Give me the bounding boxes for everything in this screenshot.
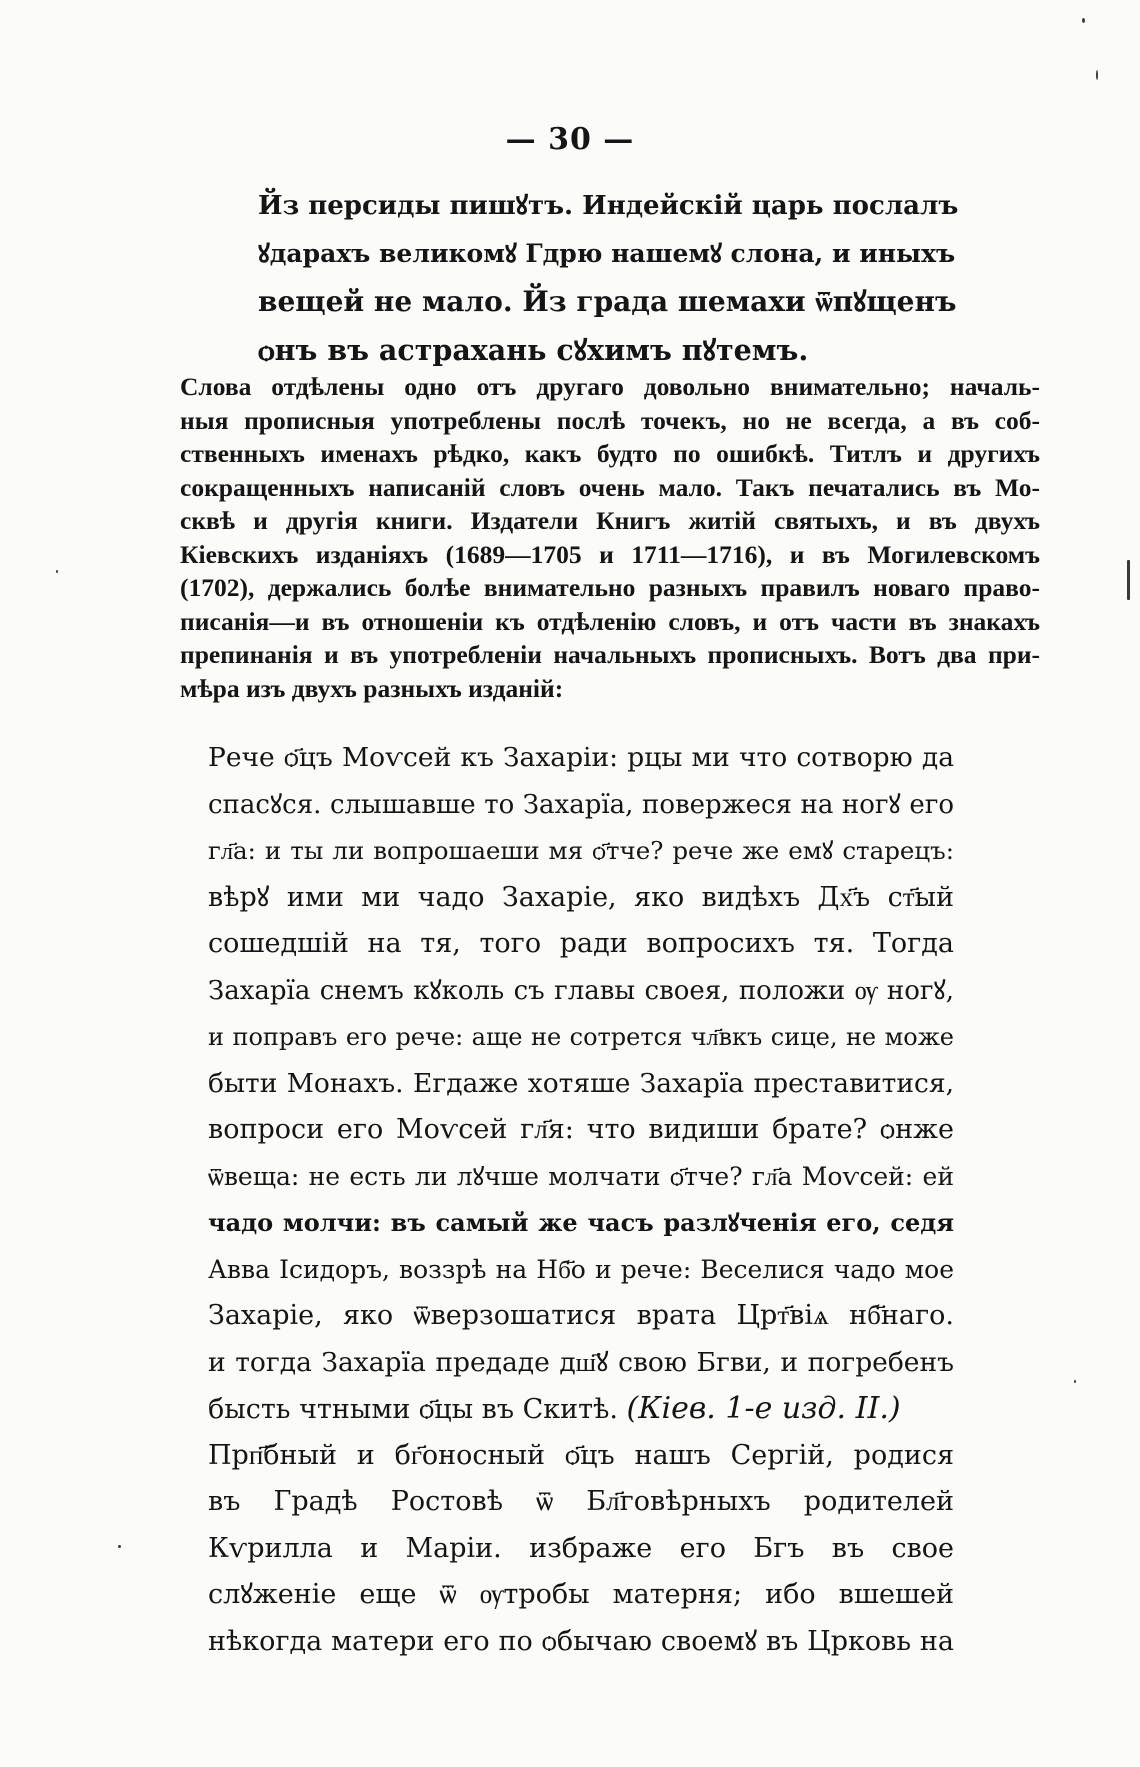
- quote-kiev-line: сошедшій на тя, того ради вопросихъ тя. Тогда: [208, 928, 954, 959]
- quote-kiev-line: и поправъ его рече: аще не сотрется чл҃вкъ сице, не може: [208, 1023, 954, 1051]
- scan-speck: [118, 1545, 121, 1548]
- page-number: — 30 —: [505, 122, 635, 157]
- prose-line: препинанія и въ употребленіи начальныхъ прописныхъ. Вотъ два при-: [180, 640, 1040, 669]
- quote-kiev: [208, 735, 954, 1665]
- prose-line: ныя прописныя употреблены послѣ точекъ, но не всегда, а въ соб-: [180, 405, 1040, 435]
- quote-kiev-line: спасꙋся. слышавше то Захарїа, повержеся на ногꙋ его: [208, 789, 954, 820]
- quote-kiev-line: бысть чтными ѻ҃цы въ Скитѣ.: [208, 1394, 618, 1425]
- prose-line: ственныхъ именахъ рѣдко, какъ будто по ошибкѣ. Титлъ и другихъ: [180, 439, 1040, 468]
- quote-persia-line: ꙋдарахъ великомꙋ Гдрю нашемꙋ слона, и иныхъ: [258, 239, 956, 268]
- prose-line: сокращенныхъ написаній словъ очень мало. Такъ печатались въ Мо-: [180, 472, 1040, 502]
- scan-speck: [56, 570, 58, 573]
- prose-line: (1702), держались болѣе внимательно разныхъ правилъ новаго право-: [180, 573, 1040, 602]
- quote-persia-line: вещей не мало. Йз града шемахи ѿпꙋщенъ: [258, 285, 957, 318]
- quote-persia: [258, 182, 958, 374]
- quote-kiev-line: быти Монахъ. Егдаже хотяше Захарїа преставитися,: [208, 1067, 954, 1099]
- quote-kiev-line: ѿвеща: не есть ли лꙋчше молчати ѻ҃тче? гл҃а Моѵсей: ей: [208, 1161, 954, 1191]
- prose-line: мѣра изъ двухъ разныхъ изданій:: [180, 673, 564, 703]
- quote-kiev-line: Кѵрилла и Маріи. избраже его Бгъ въ свое: [208, 1532, 954, 1564]
- prose-line: Кіевскихъ изданіяхъ (1689—1705 и 1711—1716), и въ Могилевскомъ: [180, 539, 1040, 569]
- quote-kiev-line: слꙋженіе еще ѿ ѹтробы матерня; ибо вшешей: [208, 1579, 954, 1610]
- quote-kiev-line: нѣкогда матери его по ѻбычаю своемꙋ въ Црковь на: [208, 1625, 954, 1657]
- scan-speck: [1074, 1380, 1076, 1383]
- prose-line: писанія—и въ отношеніи къ отдѣленію словъ, и отъ части въ знакахъ: [180, 606, 1040, 636]
- quote-kiev-line: гл҃а: и ты ли вопрошаеши мя ѻ҃тче? рече же емꙋ старецъ:: [208, 836, 954, 865]
- quote-persia-line: Йз персиды пишꙋтъ. Индейскій царь послалъ: [258, 191, 958, 221]
- quote-kiev-line: и тогда Захарїа предаде дш҃ꙋ свою Бгви, и погребенъ: [208, 1346, 954, 1378]
- quote-kiev-line: Захаріе, яко ѿверзошатися врата Црт҃віѧ нб҃наго.: [208, 1300, 954, 1331]
- citation: (Кіев. 1-е изд. II.): [626, 1391, 901, 1426]
- quote-persia-line: ѻнъ въ астрахань сꙋхимъ пꙋтемъ.: [258, 333, 809, 367]
- scan-speck: [1096, 70, 1098, 80]
- quote-kiev-line: вѣрꙋ ими ми чадо Захаріе, яко видѣхъ Дх҃ъ ст҃ый: [208, 881, 954, 913]
- quote-kiev-line: вопроси его Моѵсей гл҃я: что видиши брате? ѻнже: [208, 1114, 954, 1145]
- quote-kiev-line: Захарїа снемъ кꙋколь съ главы своея, положи ѹ ногꙋ,: [208, 975, 954, 1006]
- quote-kiev-line: чадо молчи: въ самый же часъ разлꙋченія его, седя: [208, 1208, 954, 1237]
- quote-kiev-line: Рече ѻ҃цъ Моѵсей къ Захаріи: рцы ми что сотворю да: [208, 742, 954, 773]
- prose-line: Слова отдѣлены одно отъ другаго довольно внимательно; началь-: [180, 372, 1040, 401]
- prose-paragraph: [180, 370, 1040, 705]
- quote-kiev-line-with-citation: [208, 1386, 954, 1433]
- scan-speck: [1127, 560, 1130, 600]
- prose-line: сквѣ и другія книги. Издатели Книгъ житій святыхъ, и въ двухъ: [180, 506, 1040, 535]
- scan-speck: [1082, 18, 1085, 23]
- quote-kiev-line: въ Градѣ Ростовѣ ѿ Бл҃говѣрныхъ родителей: [208, 1486, 954, 1517]
- quote-kiev-line: Авва Ісидоръ, воззрѣ на Нб҃о и рече: Веселися чадо мое: [208, 1254, 954, 1284]
- quote-kiev-line: Прп҃бный и бг҃оносный ѻ҃цъ нашъ Сергій, родися: [208, 1439, 954, 1471]
